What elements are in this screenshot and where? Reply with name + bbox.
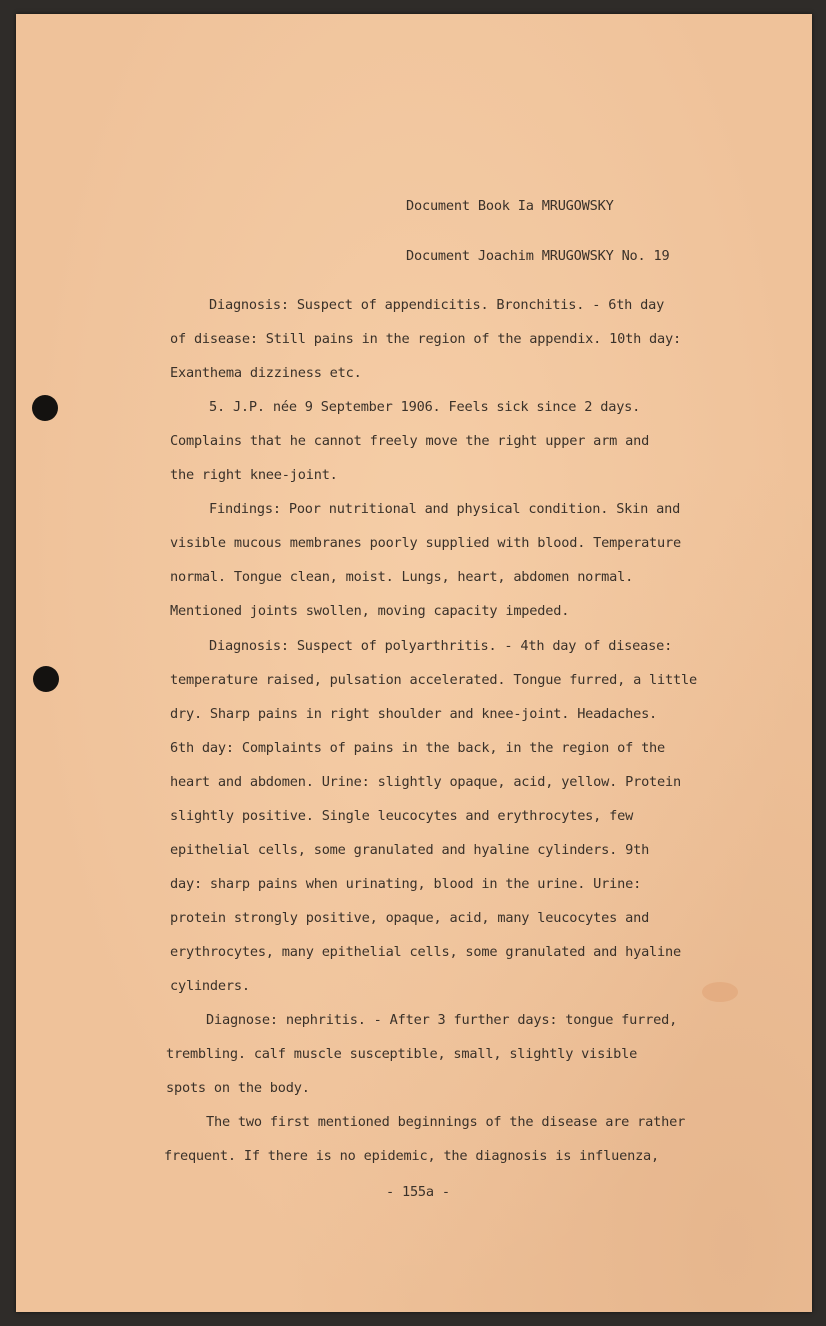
- body-line: cylinders.: [170, 978, 250, 994]
- body-line: Diagnose: nephritis. - After 3 further days: tongue furred,: [206, 1012, 678, 1028]
- body-line: the right knee-joint.: [170, 467, 338, 483]
- body-line: of disease: Still pains in the region of the appendix. 10th day:: [170, 331, 681, 347]
- body-line: temperature raised, pulsation accelerated. Tongue furred, a little: [170, 672, 697, 688]
- body-line: frequent. If there is no epidemic, the diagnosis is influenza,: [164, 1148, 660, 1164]
- body-line: slightly positive. Single leucocytes and erythrocytes, few: [170, 808, 634, 824]
- body-line: normal. Tongue clean, moist. Lungs, heart, abdomen normal.: [170, 569, 634, 585]
- paper-stain: [702, 982, 738, 1002]
- body-line: Complains that he cannot freely move the right upper arm and: [170, 433, 650, 449]
- body-line: Diagnosis: Suspect of polyarthritis. - 4th day of disease:: [209, 638, 673, 654]
- body-line: Mentioned joints swollen, moving capacity impeded.: [170, 603, 570, 619]
- body-line: The two first mentioned beginnings of the disease are rather: [206, 1114, 686, 1130]
- body-line: trembling. calf muscle susceptible, small, slightly visible: [166, 1046, 638, 1062]
- body-line: day: sharp pains when urinating, blood in the urine. Urine:: [170, 876, 642, 892]
- page-number: - 155a -: [386, 1184, 450, 1200]
- body-line: dry. Sharp pains in right shoulder and knee-joint. Headaches.: [170, 706, 658, 722]
- body-line: protein strongly positive, opaque, acid, many leucocytes and: [170, 910, 650, 926]
- body-line: heart and abdomen. Urine: slightly opaque, acid, yellow. Protein: [170, 774, 681, 790]
- punch-hole: [33, 666, 59, 692]
- body-line: epithelial cells, some granulated and hyaline cylinders. 9th: [170, 842, 650, 858]
- body-line: visible mucous membranes poorly supplied with blood. Temperature: [170, 535, 681, 551]
- body-line: 6th day: Complaints of pains in the back, in the region of the: [170, 740, 666, 756]
- document-number-header: Document Joachim MRUGOWSKY No. 19: [406, 248, 670, 264]
- document-page: [16, 14, 812, 1312]
- document-book-header: Document Book Ia MRUGOWSKY: [406, 198, 614, 214]
- body-line: Exanthema dizziness etc.: [170, 365, 362, 381]
- body-line: erythrocytes, many epithelial cells, some granulated and hyaline: [170, 944, 681, 960]
- body-line: Diagnosis: Suspect of appendicitis. Bronchitis. - 6th day: [209, 297, 665, 313]
- body-line: spots on the body.: [166, 1080, 310, 1096]
- body-line: 5. J.P. née 9 September 1906. Feels sick since 2 days.: [209, 399, 641, 415]
- body-line: Findings: Poor nutritional and physical condition. Skin and: [209, 501, 681, 517]
- punch-hole: [32, 395, 58, 421]
